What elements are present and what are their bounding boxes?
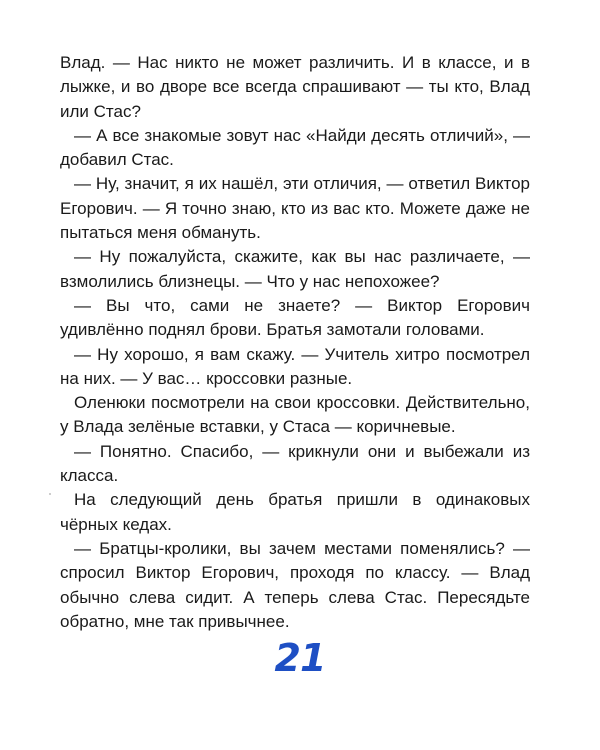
paragraph-6: — Ну хорошо, я вам скажу. — Учитель хитро посмотрел на них. — У вас… кроссовки разные. [60, 344, 530, 388]
paragraph-5: — Вы что, сами не знаете? — Виктор Егорович удивлённо поднял брови. Братья замотали головами. [60, 295, 530, 340]
page-body-text [60, 51, 530, 634]
paragraph-9: На следующий день братья пришли в одинаковых чёрных кедах. [60, 490, 530, 534]
paragraph-1: Влад. — Нас никто не может различить. И в классе, и в лыжке, и во дворе все всегда спрашивают — ты кто, Влад или Стас? [60, 53, 530, 121]
paragraph-8: — Понятно. Спасибо, — крикнули они и выбежали из класса. [60, 441, 530, 486]
paragraph-3: — Ну, значит, я их нашёл, эти отличия, — ответил Виктор Егорович. — Я точно знаю, кто из вас кто. Можете даже не пытаться меня обмануть. [60, 174, 530, 243]
paragraph-4: — Ну пожалуйста, скажите, как вы нас различаете, — взмолились близнецы. — Что у нас непохожее? [60, 247, 530, 291]
page-number: 21 [274, 636, 326, 680]
paragraph-10: — Братцы-кролики, вы зачем местами поменялись? — спросил Виктор Егорович, проходя по классу. — Влад обычно слева сидит. А теперь слева Стас. Пересядьте обратно, мне так привычнее. [60, 538, 530, 631]
margin-speck [49, 493, 51, 495]
paragraph-2: — А все знакомые зовут нас «Найди десять отличий», — добавил Стас. [60, 125, 530, 170]
paragraph-7: Оленюки посмотрели на свои кроссовки. Действительно, у Влада зелёные вставки, у Стаса — коричневые. [60, 393, 530, 437]
